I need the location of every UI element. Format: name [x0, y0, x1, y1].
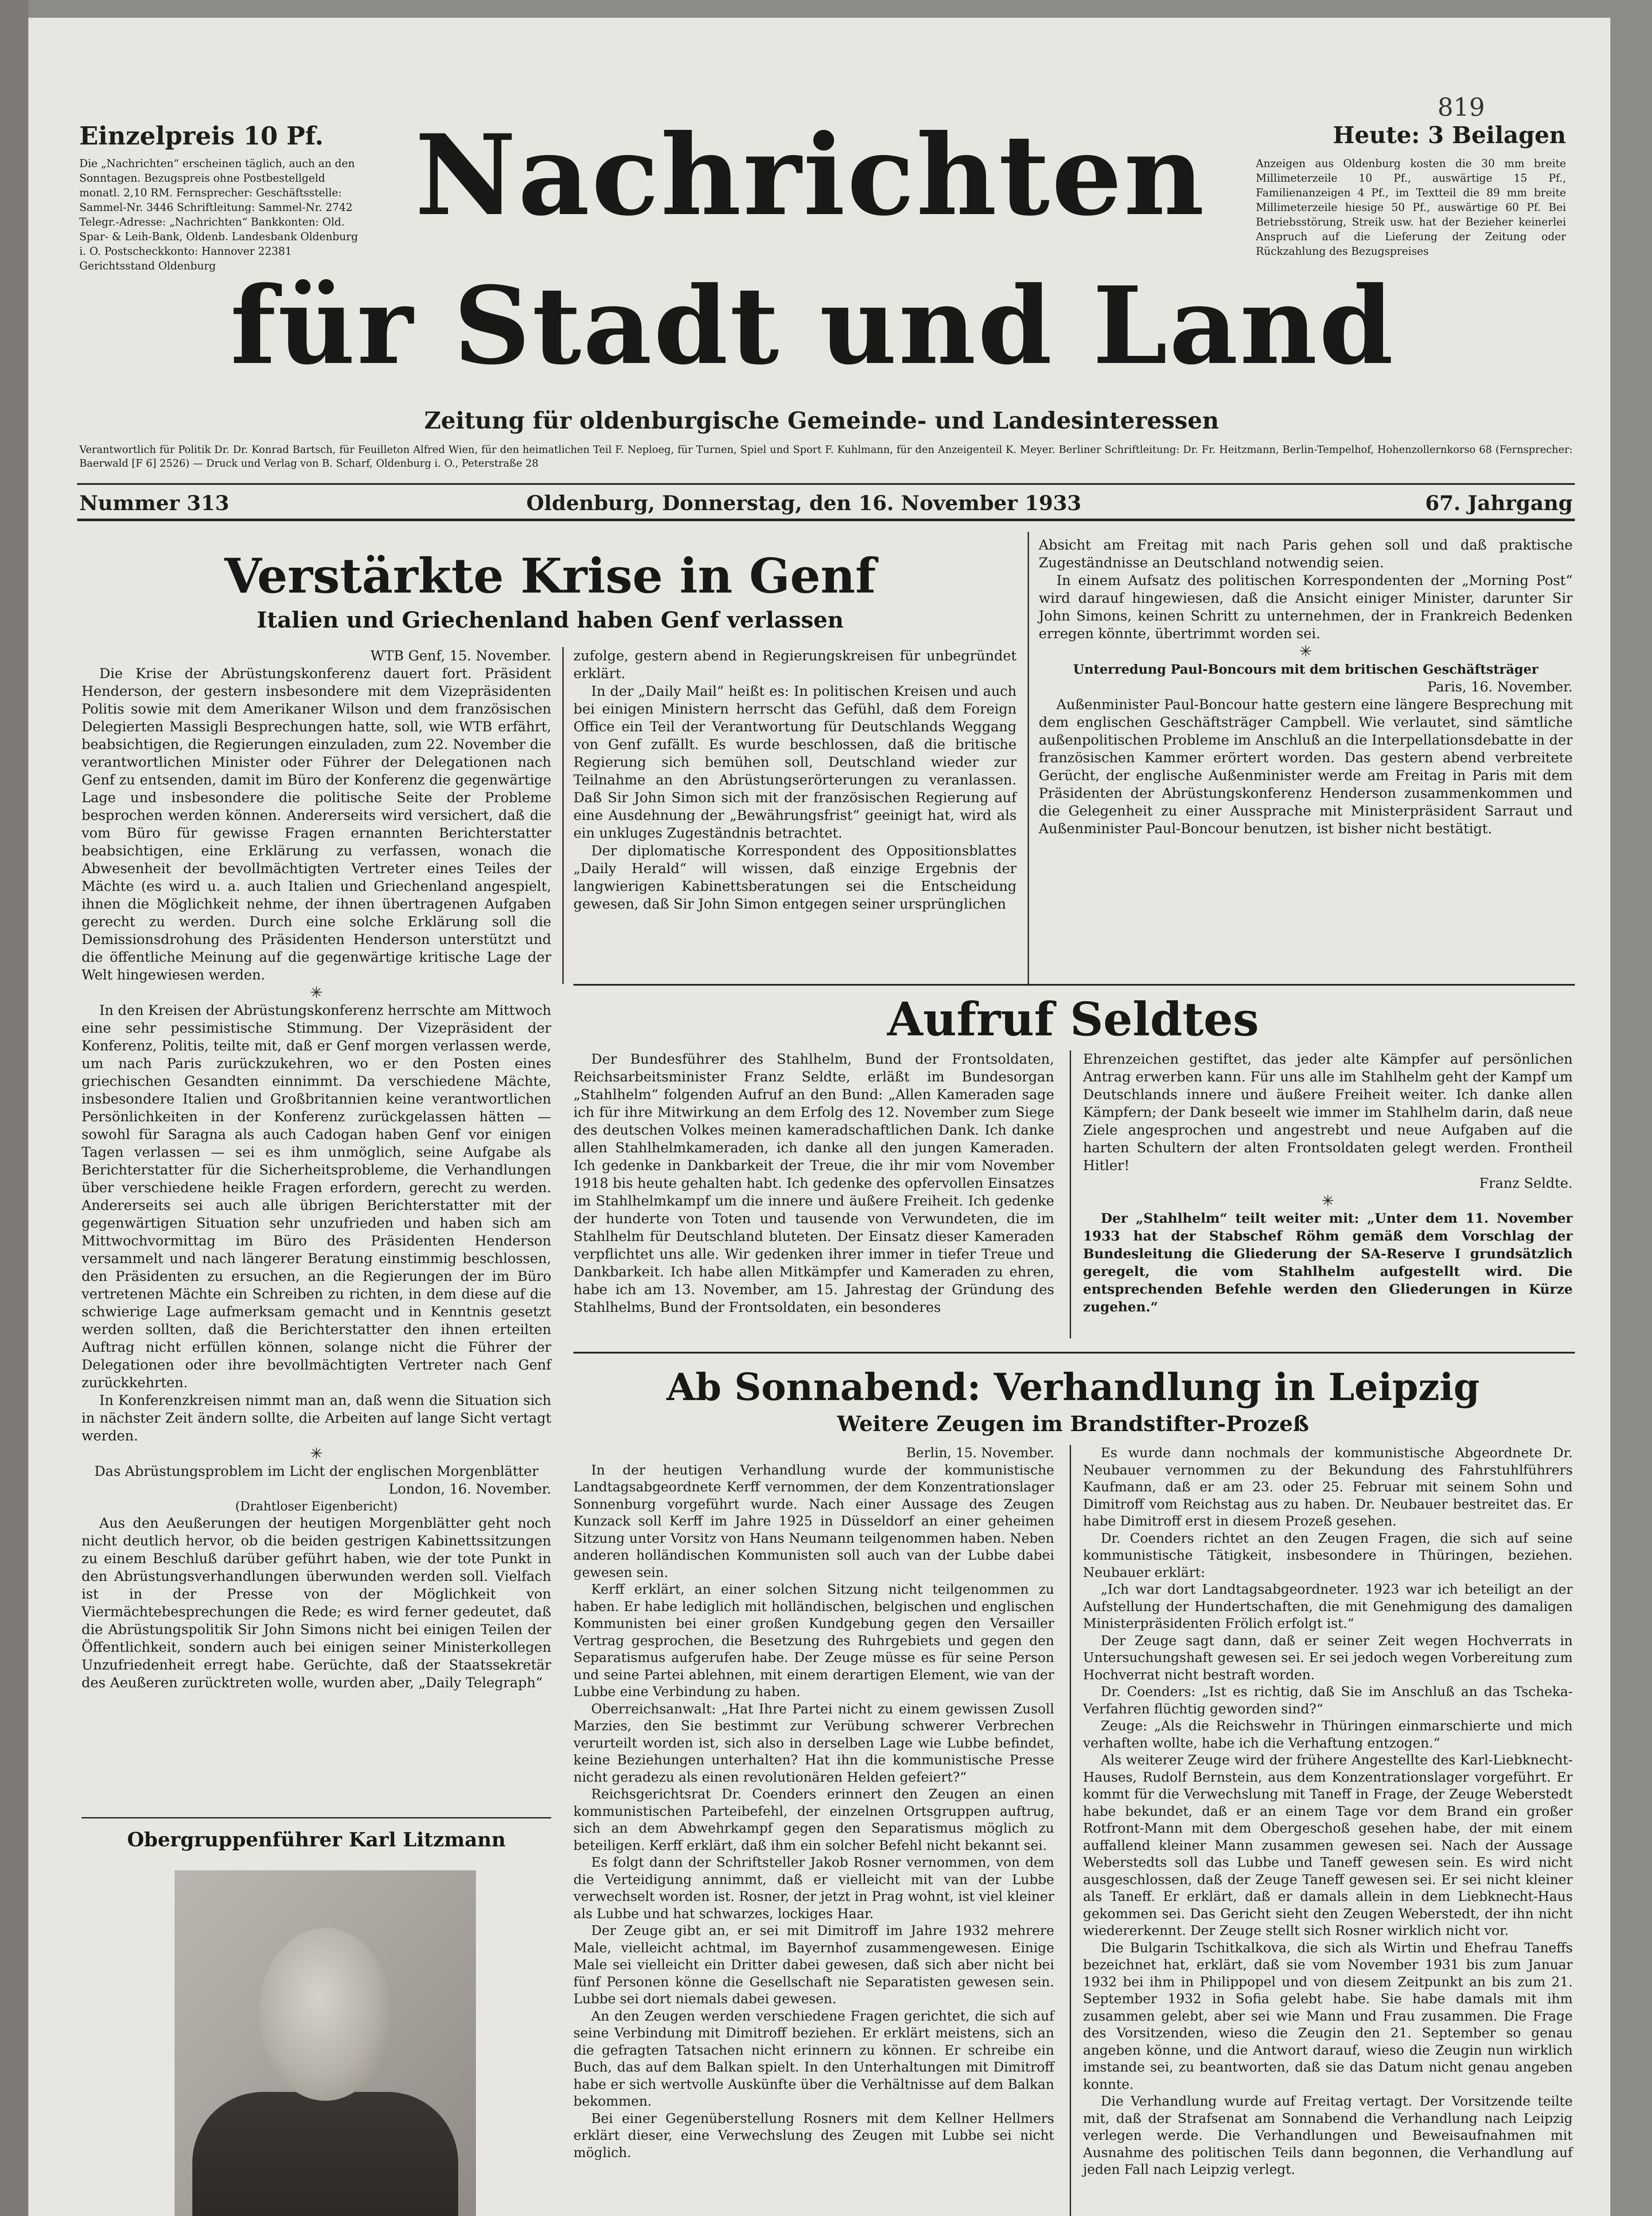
- rule-top: [77, 483, 1575, 485]
- article3-paragraph: Dr. Coenders richtet an den Zeugen Fragen, die sich auf seine kommunistische Tätigkeit, insbesondere in Thüringen, beziehen. Neubauer erklärt:: [1083, 1530, 1573, 1580]
- advert-info: Anzeigen aus Oldenburg kosten die 30 mm breite Millimeterzeile 10 Pf., auswärtige 15 Pf., Familienanzeigen 4 Pf., im Textteil die 89 mm breite Millimeterzeile hiesige 50 Pf., auswärtige 60 Pf. Bei Betriebsstörung, Streik usw. hat der Bezieher keinerlei Anspruch auf die Lieferung der Zeitung oder Rückzahlung des Bezugspreises: [1256, 157, 1566, 257]
- column-rule: [1028, 532, 1029, 984]
- article3-paragraph: Bei einer Gegenüberstellung Rosners mit dem Kellner Hellmers erklärt dieser, eine Verwechslung des Zeugen mit Lubbe sei nicht möglich.: [573, 2111, 1054, 2161]
- masthead-line1: Nachrichten: [415, 110, 1206, 240]
- column-rule: [1070, 1445, 1071, 2216]
- article3-paragraph: Reichsgerichtsrat Dr. Coenders erinnert den Zeugen an einen kommunistischen Parteibefehl, der einzelnen Ortsgruppen auftrug, sich an dem Abwehrkampf gegen den Separatismus möglich zu beteiligen. Kerff erklärt, daß ihm ein solcher Befehl nicht bekannt sei.: [573, 1787, 1054, 1853]
- separator-star: ✳: [310, 1445, 323, 1463]
- box-title: Das Abrüstungsproblem im Licht der englischen Morgenblätter: [94, 1463, 539, 1479]
- article1-headline: Verstärkte Krise in Genf: [224, 548, 876, 604]
- article3-subhead: Weitere Zeugen im Brandstifter-Prozeß: [837, 1412, 1309, 1436]
- issue-number: Nummer 313: [79, 491, 230, 515]
- article3-paragraph: In der heutigen Verhandlung wurde der kommunistische Landtagsabgeordnete Kerff vernommen, der dem Konzentrationslager Sonnenburg vorgeführt wurde. Nach einer Aussage des Zeugen Kunzack soll Kerff im Jahre 1925 in Düsseldorf an einer geheimen Sitzung unter Vorsitz von Hans Neumann teilgenommen haben. Neben anderen holländischen Kommunisten soll auch van der Lubbe dabei gewesen sein.: [573, 1462, 1054, 1580]
- face-shape: [259, 1928, 392, 2101]
- column-rule: [562, 647, 564, 984]
- article3-paragraph: „Ich war dort Landtagsabgeordneter. 1923 war ich beteiligt an der Aufstellung der Hundertschaften, die mit Genehmigung des damaligen Ministerpräsidenten Frölich erfolgt ist.“: [1083, 1582, 1573, 1631]
- beilagen-box: [1256, 122, 1566, 259]
- article2-addendum: Der „Stahlhelm“ teilt weiter mit: „Unter dem 11. November 1933 hat der Stabschef Röhm gemäß dem Vorschlag der Bundesleitung die Gliederung der SA-Reserve I grundsätzlich geregelt, die vom Stahlhelm aufgestellt wird. Die entsprechenden Befehle werden den Gliederungen in Kürze zugehen.“: [1083, 1211, 1573, 1315]
- binding-gutter: [0, 0, 28, 2216]
- article2-text: Der Bundesführer des Stahlhelm, Bund der Frontsoldaten, Reichsarbeitsminister Franz Seldte, erläßt im Bundesorgan „Stahlhelm“ folgenden Aufruf an den Bund: „Allen Kameraden sage ich für ihre Mitwirkung an dem Erfolg des 12. November zum Siege des deutschen Volkes meinen kameradschaftlichen Dank. Ich danke allen Stahlhelmkameraden, ich danke all den jungen Kameraden. Ich gedenke in Dankbarkeit der Treue, die ihr mir vom November 1918 bis heute gehalten habt. Ich gedenke des opfervollen Einsatzes im Stahlhelmkampf um die innere und äußere Freiheit. Ich gedenke der hunderte von Toten und tausende von Verwundeten, die im Stahlhelm für Deutschland bluteten. Der Einsatz dieser Kameraden verpflichtet uns alle. Wir gedenken ihrer immer in tiefer Treue und Dankbarkeit. Ich habe allen Mitkämpfer und Kameraden zu ehren, habe ich am 13. November, am 15. Jahrestag der Gründung des Stahlhelms, Bund der Frontsoldaten, ein besonderes: [573, 1051, 1054, 1315]
- article1-paragraph: Der diplomatische Korrespondent des Oppositionsblattes „Daily Herald“ will wissen, daß einzige Ergebnis der langwierigen Kabinettsberatungen sei die Entscheidung gewesen, daß Sir John Simon entgegen seiner ursprünglichen: [573, 843, 1017, 912]
- box-dateline: London, 16. November.: [388, 1481, 551, 1497]
- rule-article2: [573, 984, 1575, 986]
- beilagen-label: Heute: 3 Beilagen: [1333, 122, 1566, 149]
- subbox-title: Unterredung Paul-Boncours mit dem britischen Geschäftsträger: [1073, 662, 1539, 677]
- article1-paragraph: zufolge, gestern abend in Regierungskreisen für unbegründet erklärt.: [573, 648, 1017, 682]
- photo-title: Obergruppenführer Karl Litzmann: [127, 1829, 506, 1851]
- article2-headline: Aufruf Seldtes: [887, 992, 1259, 1046]
- article3-dateline: Berlin, 15. November.: [906, 1445, 1054, 1461]
- article3-paragraph: Es wurde dann nochmals der kommunistische Abgeordnete Dr. Neubauer vernommen zu der Bekundung des Fahrstuhlführers Kaufmann, daß er am 23. oder 25. Februar mit seinem Sohn und Dimitroff vom Reichstag aus zu haben. Dr. Neubauer bestreitet das. Er habe Dimitroff erst in diesem Prozeß gesehen.: [1083, 1445, 1573, 1529]
- article2-right: [1083, 1050, 1573, 1316]
- rule-double: [77, 519, 1575, 521]
- jahrgang: 67. Jahrgang: [1425, 491, 1573, 515]
- article3-col2: [1083, 1445, 1573, 2179]
- rule-article3: [573, 1352, 1575, 1354]
- separator-star: ✳: [1321, 1192, 1334, 1210]
- newspaper-page: [28, 18, 1610, 2216]
- page-number: 819: [1438, 93, 1485, 122]
- rule-photo: [82, 1817, 551, 1818]
- article1-subhead: Italien und Griechenland haben Genf verlassen: [257, 607, 844, 633]
- separator-star: ✳: [310, 984, 323, 1002]
- article3-paragraph: Der Zeuge sagt dann, daß er seiner Zeit wegen Hochverrats in Untersuchungshaft gewesen sei. Er sei jedoch wegen Vorbereitung zum Hochverrat nicht bestraft worden.: [1083, 1633, 1573, 1683]
- uniform-shape: [192, 2092, 458, 2216]
- article1-paragraph: In der „Daily Mail“ heißt es: In politischen Kreisen und auch bei einigen Ministern herrscht das Gefühl, daß dem Foreign Office ein Teil der Verantwortung für Deutschlands Weggang von Genf zufällt. Es wurde beschlossen, daß die britische Regierung sich bemühen soll, Deutschland wieder zur Teilnahme an den Abrüstungserörterungen zu veranlassen. Daß Sir John Simon sich mit der französischen Regierung auf eine Ausdehnung der „Bewährungsfrist“ geeinigt hat, wird als ein unkluges Zugeständnis betrachtet.: [573, 683, 1017, 841]
- masthead-subtitle: Zeitung für oldenburgische Gemeinde- und Landesinteressen: [424, 407, 1219, 434]
- article1-paragraph: Absicht am Freitag mit nach Paris gehen soll und daß praktische Zugeständnisse an Deutschland notwendig seien.: [1039, 537, 1573, 571]
- article3-headline: Ab Sonnabend: Verhandlung in Leipzig: [666, 1365, 1480, 1409]
- article3-paragraph: An den Zeugen werden verschiedene Fragen gerichtet, die sich auf seine Verbindung mit Dimitroff beziehen. Er erklärt meistens, sich an die gefragten Tatsachen nicht erinnern zu können. Er schreibe ein Buch, das auf dem Balkan spielt. In den Unterhaltungen mit Dimitroff habe er sich wertvolle Auskünfte über die Verhältnisse auf dem Balkan bekommen.: [573, 2008, 1054, 2109]
- article3-paragraph: Dr. Coenders: „Ist es richtig, daß Sie im Anschluß an das Tscheka-Verfahren flüchtig geworden sind?“: [1083, 1684, 1573, 1717]
- article3-paragraph: Es folgt dann der Schriftsteller Jakob Rosner vernommen, von dem die Verteidigung annimmt, daß er vielleicht mit van der Lubbe verwechselt worden ist. Rosner, der jetzt in Prag wohnt, ist viel kleiner als Lubbe und hat schwarzes, lockiges Haar.: [573, 1855, 1054, 1922]
- article1-col2: [573, 647, 1017, 913]
- article2-left: [573, 1050, 1054, 1316]
- subscription-info: Die „Nachrichten“ erscheinen täglich, auch an den Sonntagen. Bezugspreis ohne Postbestellgeld monatl. 2,10 RM. Fernsprecher: Geschäftsstelle: Sammel-Nr. 3446 Schriftleitung: Sammel-Nr. 2742 Telegr.-Adresse: „Nachrichten“ Bankkonten: Old. Spar- & Leih-Bank, Oldenb. Landesbank Oldenburg i. O. Postscheckkonto: Hannover 22381 Gerichtsstand Oldenburg: [79, 157, 358, 272]
- article3-paragraph: Der Zeuge gibt an, er sei mit Dimitroff im Jahre 1932 mehrere Male, vielleicht achtmal, im Bayernhof zusammengewesen. Einige Male sei vielleicht ein Dritter dabei gewesen, daß sich aber nicht bei fünf Personen könne die Gesellschaft nie Separatisten gewesen sein. Lubbe sei dort niemals dabei gewesen.: [573, 1923, 1054, 2007]
- impressum: Verantwortlich für Politik Dr. Dr. Konrad Bartsch, für Feuilleton Alfred Wien, für den heimatlichen Teil F. Neploeg, für Turnen, Spiel und Sport F. Kuhlmann, für den Anzeigenteil K. Meyer. Berliner Schriftleitung: Dr. Fr. Heitzmann, Berlin-Tempelhof, Hohenzollernkorso 68 (Fernsprecher: Baerwald [F 6] 2526) — Druck und Verlag von B. Scharf, Oldenburg i. O., Peterstraße 28: [79, 444, 1573, 469]
- article2-text: Ehrenzeichen gestiftet, das jeder alte Kämpfer auf persönlichen Antrag erwerben kann. Für uns alle im Stahlhelm geht der Kampf um Deutschlands innere und äußere Freiheit weiter. Ich danke allen Kämpfern; der Dank beseelt wie immer im Stahlhelm darin, daß neue Ziele angesprochen und angestrebt und neue Aufgaben auf die harten Schultern der alten Frontsoldaten gelegt werden. Frontheil Hitler!: [1083, 1051, 1573, 1174]
- article3-col1: [573, 1445, 1054, 2161]
- article3-paragraph: Oberreichsanwalt: „Hat Ihre Partei nicht zu einem gewissen Zusoll Marzies, den Sie bestimmt zur Verübung schwerer Verbrechen verurteilt worden ist, sich also in derselben Lage wie Lubbe befindet, keine Beziehungen unterhalten? Hat ihn die kommunistische Presse nicht geradezu als einen revolutionären Helden gefeiert?“: [573, 1701, 1054, 1785]
- dateline: Oldenburg, Donnerstag, den 16. November 1933: [526, 491, 1082, 515]
- price-box: [79, 122, 367, 273]
- article3-paragraph: Kerff erklärt, an einer solchen Sitzung nicht teilgenommen zu haben. Er habe lediglich mit holländischen, belgischen und englischen Kommunisten bei einer großen Kundgebung gegen den Versailler Vertrag gesprochen, die Besetzung des Ruhrgebiets und gegen den Separatismus aufgerufen habe. Der Zeuge müsse es für seine Person und seine Partei ablehnen, mit einem derartigen Element, wie van der Lubbe eine Verbindung zu haben.: [573, 1582, 1054, 1700]
- article3-paragraph: Die Bulgarin Tschitkalkova, die sich als Wirtin und Ehefrau Taneffs bezeichnet hat, erklärt, daß sie vom November 1931 bis zum Januar 1932 bei ihm in Philippopel und von diesem Zeitpunkt an bis zum 21. September 1932 in Sofia gelebt habe. Sie habe damals mit ihm zusammen gelebt, aber sei wie Mann und Frau zusammen. Die Frage des Vorsitzenden, wieso die Zeugin den 21. September so genau angeben könne, und die Antwort darauf, wieso die Zeugin nun wirklich imstande sei, zu beantworten, daß sie das Datum nicht genau angeben konnte.: [1083, 1940, 1573, 2092]
- price-label: Einzelpreis 10 Pf.: [79, 121, 324, 151]
- box-source: (Drahtloser Eigenbericht): [235, 1499, 398, 1514]
- article1-paragraph: In Konferenzkreisen nimmt man an, daß wenn die Situation sich in nächster Zeit ändern sollte, die Arbeiten auf lange Sicht vertagt werden.: [82, 1393, 551, 1444]
- subbox-dateline: Paris, 16. November.: [1427, 679, 1573, 695]
- article1-col1: [82, 647, 551, 1692]
- article2-signature: Franz Seldte.: [1479, 1175, 1573, 1191]
- separator-star: ✳: [1299, 643, 1312, 660]
- article1-paragraph: In den Kreisen der Abrüstungskonferenz herrschte am Mittwoch eine sehr pessimistische Stimmung. Der Vizepräsident der Konferenz, Politis, teilte mit, daß er Genf morgen verlassen werde, um nach Paris zurückzukehren, wo er den Posten eines griechischen Gesandten einnimmt. Da verschiedene Mächte, insbesondere Italien und Großbritannien keine verantwortlichen Persönlichkeiten in der Konferenz zurückgelassen hätten — sowohl für Saragna als auch Cadogan haben Genf vor einigen Tagen verlassen — sei es ihm unmöglich, seine Aufgabe als Berichterstatter für die Sicherheitsprobleme, die Verhandlungen über verschiedene heikle Fragen erfordern, gerecht zu werden. Andererseits sei auch alle übrigen Berichterstatter mit der gegenwärtigen Situation sehr unzufrieden und haben sich am Mittwochvormittag im Büro des Präsidenten Henderson versammelt und nach längerer Beratung einstimmig beschlossen, den Präsidenten zu ersuchen, an die Regierungen der im Büro vertretenen Mächte ein Schreiben zu richten, in dem diese auf die schwierige Lage aufmerksam gemacht und in Kenntnis gesetzt werden sollten, daß die Berichterstatter den ihnen erteilten Auftrag nicht erfüllen können, solange nicht die Führer der Delegationen oder ihre bevollmächtigten Vertreter nach Genf zurückkehrten.: [82, 1003, 551, 1391]
- article1-col3: [1039, 536, 1573, 838]
- article3-paragraph: Zeuge: „Als die Reichswehr in Thüringen einmarschierte und mich verhaften wollte, habe ich die Verhaftung entzogen.“: [1083, 1718, 1573, 1751]
- masthead-line2: für Stadt und Land: [230, 263, 1395, 388]
- column-rule: [1070, 1050, 1071, 1338]
- article1-paragraph: In einem Aufsatz des politischen Korrespondenten der „Morning Post“ wird darauf hingewiesen, daß die Ansicht einiger Minister, darunter Sir John Simons, keinen Schritt zu unternehmen, der in Frankreich Bedenken erregen könnte, übertrimmt worden sei.: [1039, 573, 1573, 642]
- article3-paragraph: Die Verhandlung wurde auf Freitag vertagt. Der Vorsitzende teilte mit, daß der Strafsenat am Sonnabend die Verhandlung nach Leipzig verlegen werde. Die Verhandlungen und Beweisaufnahmen mit Ausnahme des politischen Teils dann begonnen, die Verhandlung auf jeden Fall nach Leipzig verlegt.: [1083, 2094, 1573, 2177]
- article1-dateline: WTB Genf, 15. November.: [370, 648, 551, 664]
- box-text: Aus den Aeußerungen der heutigen Morgenblätter geht noch nicht deutlich hervor, ob die beiden gestrigen Kabinettssitzungen zu einem Beschluß darüber geführt haben, wie der tote Punkt in den Abrüstungsverhandlungen überwunden werden soll. Vielfach ist in der Presse von der Möglichkeit von Viermächtebesprechungen die Rede; es wird ferner gedeutet, daß die Abrüstungspolitik Sir John Simons nicht bei einigen Teilen der Öffentlichkeit, sondern auch bei einigen seiner Ministerkollegen Unzufriedenheit erregt habe. Gerüchte, daß der Staatssekretär des Aeußeren zurücktreten wolle, wurden aber, „Daily Telegraph“: [82, 1515, 551, 1691]
- portrait-photo: [175, 1870, 476, 2216]
- article3-paragraph: Als weiterer Zeuge wird der frühere Angestellte des Karl-Liebknecht-Hauses, Rudolf Bernstein, aus dem Konzentrationslager vorgeführt. Er kommt für die Verwechslung mit Taneff in Frage, der Zeuge Weberstedt habe bekundet, daß er an einem Tage vor dem Brand ein großer Rotfront-Mann mit dem Obergeschoß gesehen habe, der mit einem auffallend kleiner Mann zusammen gewesen sei. Nach der Aussage Weberstedts soll das Lubbe und Taneff gewesen sein. Es wird nicht ausgeschlossen, daß der Zeuge Taneff gewesen sei. Er sei nicht kleiner als Taneff. Er erklärt, daß er damals allein in dem Liebknecht-Haus gekommen sei. Das Gericht sieht den Zeugen Weberstedt, der ihn nicht wiedererkennt. Der Zeuge stellt sich Rosner wirklich nicht vor.: [1083, 1752, 1573, 1939]
- subbox-text: Außenminister Paul-Boncour hatte gestern eine längere Besprechung mit dem englischen Geschäftsträger Campbell. Wie verlautet, sind sämtliche außenpolitischen Probleme im Anschluß an die Interpellationsdebatte in der französischen Kammer erörtert worden. Das gestern abend verbreitete Gerücht, der englische Außenminister werde am Freitag in Paris mit dem Präsidenten der Abrüstungskonferenz Henderson zusammenkommen und die Gelegenheit zu einer Aussprache mit Ministerpräsident Sarraut und Außenminister Paul-Boncour benutzen, ist bisher nicht bestätigt.: [1039, 697, 1573, 837]
- article1-paragraph: Die Krise der Abrüstungskonferenz dauert fort. Präsident Henderson, der gestern insbesondere mit dem Vizepräsidenten Politis sowie mit dem Amerikaner Wilson und dem französischen Delegierten Massigli Besprechungen hatte, soll, wie WTB erfährt, beabsichtigen, die Regierungen einzuladen, zum 22. November die verantwortlichen Minister oder Führer der Delegationen nach Genf zu entsenden, damit im Büro der Konferenz die gegenwärtige Lage und insbesondere die politische Seite der Probleme besprochen werden können. Andererseits wird versichert, daß die vom Büro für gewisse Fragen ernannten Berichterstatter beabsichtigen, eine Erklärung zu verfassen, wonach die Abwesenheit der bevollmächtigten Vertreter eines Teiles der Mächte (es wird u. a. auch Italien und Griechenland angespielt, ihnen die Möglichkeit nehme, der ihnen übertragenen Aufgaben gerecht zu werden. Durch eine solche Erklärung soll die Demissionsdrohung des Präsidenten Henderson unterstützt und die öffentliche Meinung auf die gegenwärtige kritische Lage der Welt hingewiesen werden.: [82, 666, 551, 983]
